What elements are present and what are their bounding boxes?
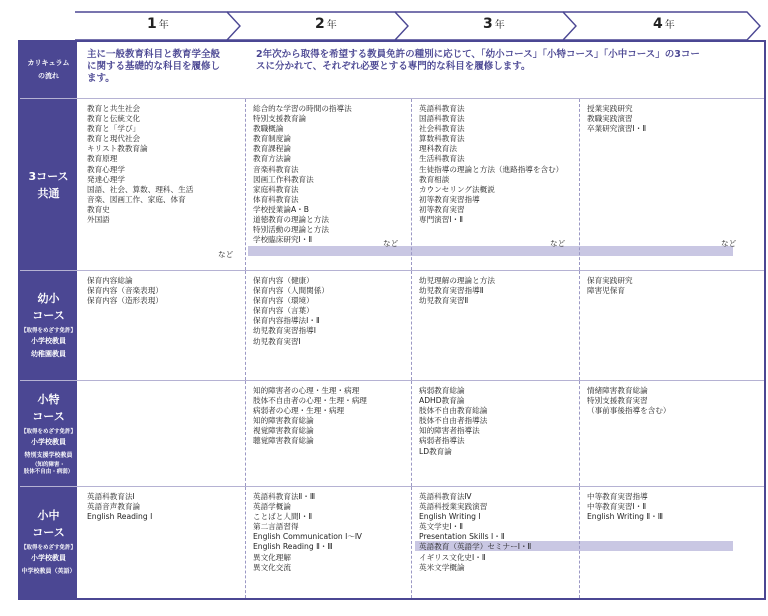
shoutoku-year2: 知的障害者の心理・生理・病理 肢体不自由者の心理・生理・病理 病弱者の心理・生理・病理 知的障害教育総論 視覚障害教育総論 聴覚障害教育総論 [253,386,367,446]
row-label-shouchuu: 小中 コース 【取得をめざす免許】 小学校教員 中学校教員（英語） [20,487,77,598]
common-year2: 総合的な学習の時間の指導法 特別支援教育論 教職概論 教育制度論 教育課程論 教育方法論 音楽科教育法 図画工作科教育法 家庭科教育法 体育科教育法 学校授業論A・B 道徳教育の理論と方法 特別活動の理論と方法 学校臨床研究Ⅰ・Ⅱ [253,104,352,245]
common-year3: 英語科教育法 国語科教育法 社会科教育法 算数科教育法 理科教育法 生活科教育法 生徒指導の理論と方法（進路指導を含む） 教育相談 カウンセリング法概説 初等教育実習指導 初等教育実習 専門演習Ⅰ・Ⅱ [419,104,564,225]
youshou-year2: 保育内容（健康） 保育内容（人間関係） 保育内容（環境） 保育内容（言葉） 保育内容指導法Ⅰ・Ⅱ 幼児教育実習指導Ⅰ 幼児教育実習Ⅰ [253,276,329,346]
year-3: 3 年 [483,16,505,32]
row-label-shoutoku: 小特 コース 【取得をめざす免許】 小学校教員 特別支援学校教員 （知的障害・ 肢体不自由・病弱） [20,381,77,486]
row-label-youshou: 幼小 コース 【取得をめざす免許】 小学校教員 幼稚園教員 [20,271,77,380]
row-shoutoku [20,380,764,486]
shouchuu-year1: 英語科教育法Ⅰ 英語音声教育論 English Reading Ⅰ [87,492,153,522]
row-youshou [20,270,764,380]
row-common [20,98,764,270]
youshou-year1: 保育内容総論 保育内容（音楽表現） 保育内容（造形表現） [87,276,163,306]
shouchuu-year2: 英語科教育法Ⅱ・Ⅲ 英語学概論 ことばと人間Ⅰ・Ⅱ 第二言語習得 English Communication Ⅰ～Ⅳ English Reading Ⅱ・Ⅲ 異文化理解 異文化交流 [253,492,362,572]
common-year3-etc: など [550,239,566,248]
shoutoku-year3: 病弱教育総論 ADHD教育論 肢体不自由教育総論 肢体不自由者指導法 知的障害者指導法 病弱者指導法 LD教育論 [419,386,488,456]
youshou-year3: 幼児理解の理論と方法 幼児教育実習指導Ⅱ 幼児教育実習Ⅱ [419,276,495,306]
year-1: 1 年 [147,16,169,32]
shouchuu-year3: 英語科教育法Ⅳ 英語科授業実践演習 English Writing Ⅰ 英文学史Ⅰ・Ⅱ Presentation Skills Ⅰ・Ⅱ 英語教育（英語学）セミナーⅠ・Ⅱ イギリス文化史Ⅰ・Ⅱ 英米文学概論 [419,492,532,572]
row-label-common: 3コース 共通 [20,99,77,270]
row-curriculum [20,42,764,98]
curriculum-text-year2-4: 2年次から取得を希望する教員免許の種別に応じて、「幼小コース」「小特コース」「小中コース」の3コー スに分かれて、それぞれ必要とする専門的な科目を履修します。 [256,49,700,72]
row-shouchuu [20,486,764,598]
curriculum-table [18,40,766,600]
shouchuu-year4: 中等教育実習指導 中等教育実習Ⅰ・Ⅱ English Writing Ⅱ・Ⅲ [587,492,663,522]
common-year4-etc: など [721,239,737,248]
youshou-year4: 保育実践研究 障害児保育 [587,276,633,296]
common-year2-etc: など [383,239,399,248]
curriculum-text-year1: 主に一般教育科目と教育学全般 に関する基礎的な科目を履修し ます。 [87,49,221,84]
shoutoku-year4: 情緒障害教育総論 特別支援教育実習 （事前事後指導を含む） [587,386,671,416]
common-year1: 教育と共生社会 教育と伝統文化 教育と「学び」 教育と現代社会 キリスト教教育論 教育原理 教育心理学 発達心理学 国語、社会、算数、理科、生活 音楽、図画工作、家庭、体育 教育史 外国語 [87,104,194,225]
year-4: 4 年 [653,16,675,32]
common-year4: 授業実践研究 教職実践演習 卒業研究演習Ⅰ・Ⅱ [587,104,647,134]
year-2: 2 年 [315,16,337,32]
row-label-curriculum: カリキュラム の流れ [20,42,77,98]
common-year1-etc: など [218,250,234,259]
